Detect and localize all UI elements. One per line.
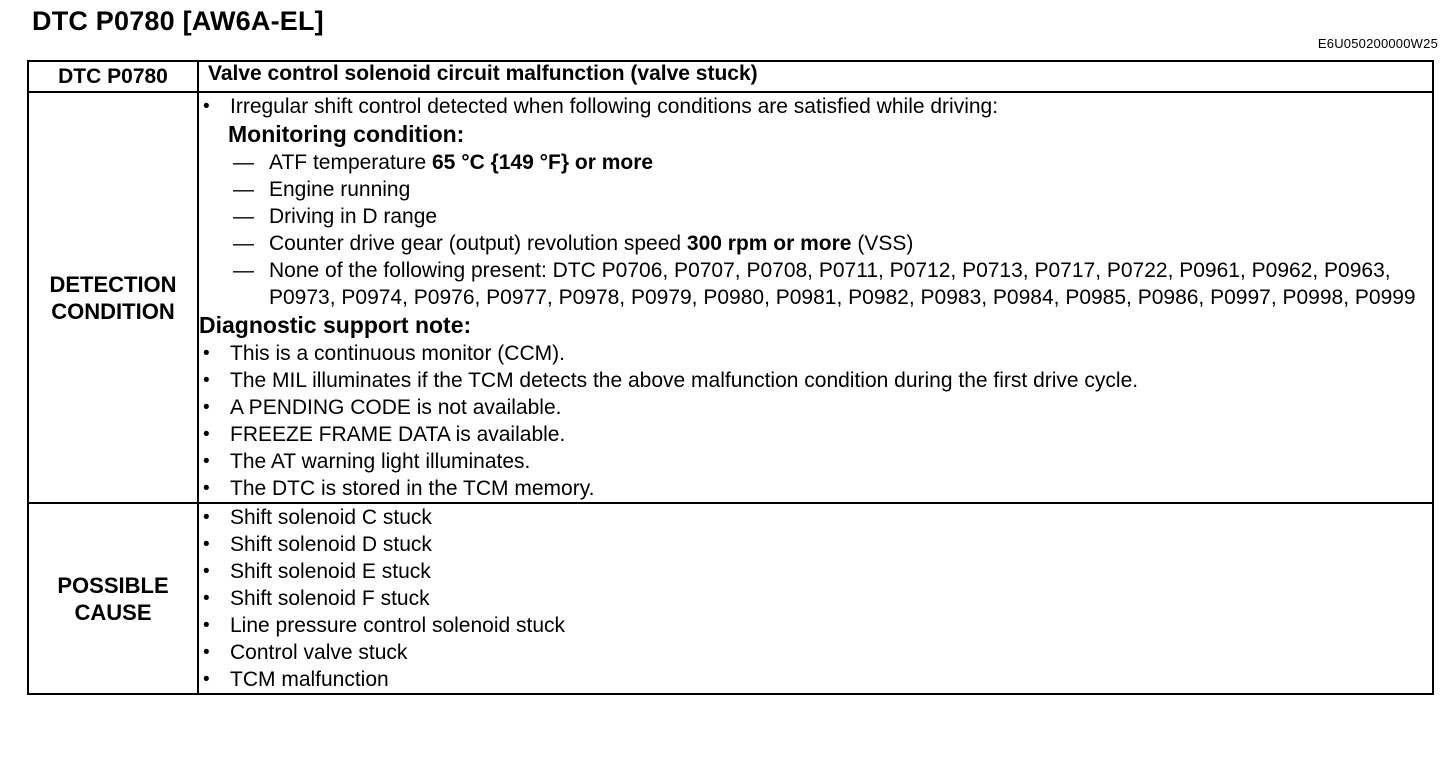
support-note: • FREEZE FRAME DATA is available. (199, 421, 1432, 448)
dtc-code-cell: DTC P0780 (28, 61, 198, 92)
detection-label-line1: DETECTION (49, 271, 177, 297)
monitoring-condition-list (199, 149, 1432, 311)
cause-label-line2: CAUSE (74, 599, 152, 625)
cause-label-line1: POSSIBLE (57, 572, 169, 598)
dash-mark: — (233, 232, 254, 255)
cause-item: • Control valve stuck (199, 639, 1432, 666)
monitoring-condition-item (233, 257, 1432, 311)
cause-item: • Line pressure control solenoid stuck (199, 612, 1432, 639)
detection-condition-label (28, 92, 198, 503)
condition-value: 65 °C {149 °F} or more (432, 151, 654, 174)
monitoring-condition-item (233, 203, 1432, 230)
possible-cause-row (28, 503, 1433, 694)
condition-text: ATF temperature (269, 151, 432, 174)
monitoring-condition-item (233, 230, 1432, 257)
monitoring-condition-item (233, 176, 1432, 203)
monitoring-condition-heading: Monitoring condition: (228, 121, 465, 147)
condition-text: Driving in D range (269, 205, 438, 228)
support-note: • The MIL illuminates if the TCM detects the above malfunction condition during the first drive cycle. (199, 367, 1432, 394)
cause-item: • Shift solenoid E stuck (199, 558, 1432, 585)
possible-cause-content (198, 503, 1433, 694)
support-note: • A PENDING CODE is not available. (199, 394, 1432, 421)
condition-text: Engine running (269, 178, 411, 201)
detection-condition-content (198, 92, 1433, 503)
cause-item: • TCM malfunction (199, 666, 1432, 693)
diagnostic-support-heading: Diagnostic support note: (199, 312, 472, 338)
support-note: • The DTC is stored in the TCM memory. (199, 475, 1432, 502)
detection-label-line2: CONDITION (51, 298, 175, 324)
support-note: • This is a continuous monitor (CCM). (199, 340, 1432, 367)
detection-intro-list (199, 93, 1432, 120)
dtc-table (27, 60, 1434, 695)
condition-text: None of the following present: DTC P0706, P0707, P0708, P0711, P0712, P0713, P0717, P0722, P0961, P0962, P0963, P0973, P0974, P0976, P0977, P0978, P0979, P0980, P0981, P0982, P0983, P0984, P0985, P0986, P0997, P0998, P0999 (269, 259, 1416, 309)
dash-mark: — (233, 151, 254, 174)
dash-mark: — (233, 178, 254, 201)
condition-text: Counter drive gear (output) revolution speed (269, 232, 687, 255)
possible-cause-label (28, 503, 198, 694)
diagnostic-support-list (199, 340, 1432, 502)
page-title: DTC P0780 [AW6A-EL] (32, 6, 324, 36)
detection-condition-row (28, 92, 1433, 503)
dash-mark: — (233, 259, 254, 282)
detection-intro: • Irregular shift control detected when following conditions are satisfied while driving: (199, 93, 1432, 120)
dash-mark: — (233, 205, 254, 228)
cause-item: • Shift solenoid D stuck (199, 531, 1432, 558)
cause-item: • Shift solenoid C stuck (199, 504, 1432, 531)
dtc-description-cell: Valve control solenoid circuit malfunction (valve stuck) (198, 61, 1433, 92)
possible-cause-list (199, 504, 1432, 693)
cause-item: • Shift solenoid F stuck (199, 585, 1432, 612)
monitoring-condition-item (233, 149, 1432, 176)
document-code: E6U050200000W25 (1317, 36, 1438, 51)
condition-value: 300 rpm or more (686, 232, 852, 255)
condition-suffix: (VSS) (851, 232, 914, 255)
table-header-row (28, 61, 1433, 92)
support-note: • The AT warning light illuminates. (199, 448, 1432, 475)
